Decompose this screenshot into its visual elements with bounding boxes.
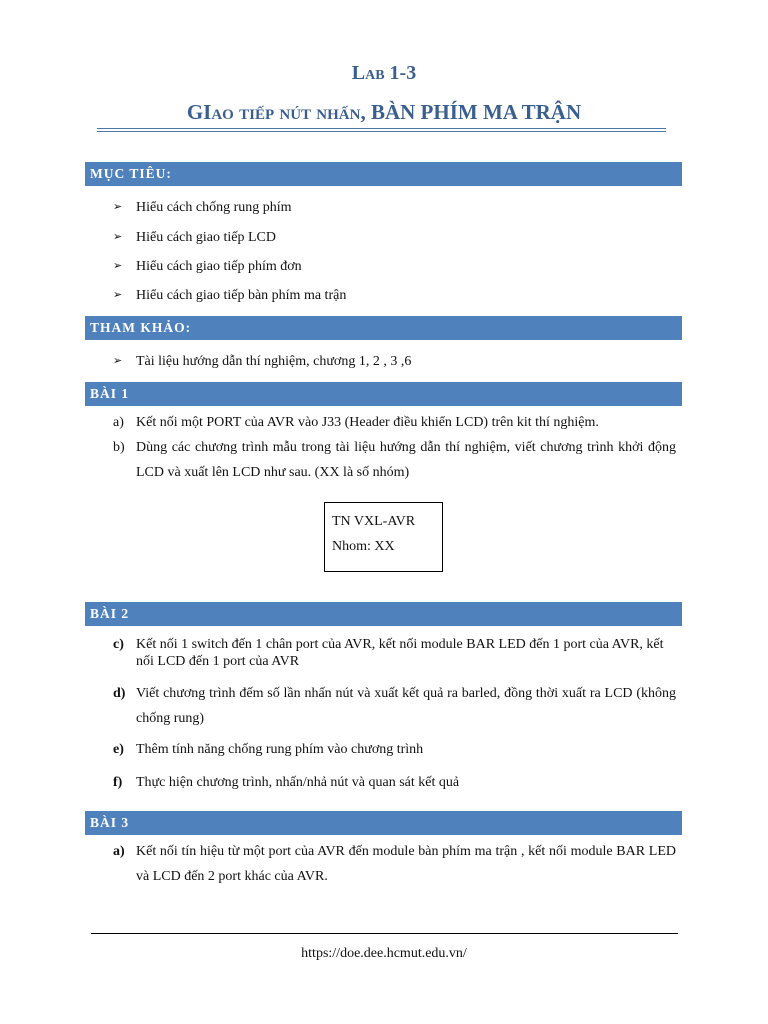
item-marker: e) xyxy=(113,742,124,757)
item-text: Thêm tính năng chống rung phím vào chương trình xyxy=(136,742,424,757)
list-item-text: Hiểu cách giao tiếp bàn phím ma trận xyxy=(136,288,347,303)
exercise-item xyxy=(113,737,676,762)
lab-subtitle: GIao tiếp nút nhấn, BÀN PHÍM MA TRẬN xyxy=(186,100,582,124)
arrowhead-bullet-icon: ➢ xyxy=(113,289,123,301)
footer-url: https://doe.dee.hcmut.edu.vn/ xyxy=(301,946,467,961)
list-item-text: Tài liệu hướng dẫn thí nghiệm, chương 1, 2 , 3 ,6 xyxy=(136,354,412,369)
title-rule-bottom xyxy=(97,131,666,132)
item-text: Kết nối 1 switch đến 1 chân port của AVR, kết nối module BAR LED đến 1 port của AVR, kết nối LCD đến 1 port của AVR xyxy=(136,637,664,669)
section-heading-bai-2: BÀI 2 xyxy=(85,602,682,626)
list-item-text: Hiểu cách giao tiếp LCD xyxy=(136,230,276,245)
arrowhead-bullet-icon: ➢ xyxy=(113,355,123,367)
lcd-display-box xyxy=(324,502,443,572)
item-marker: b) xyxy=(113,440,125,455)
item-marker: a) xyxy=(113,844,125,859)
section-heading-bai-1: BÀI 1 xyxy=(85,382,682,406)
lab-title: Lab 1-3 xyxy=(351,62,417,84)
item-marker: c) xyxy=(113,637,124,652)
item-marker: f) xyxy=(113,775,123,790)
item-text: Kết nối tín hiệu từ một port của AVR đến module bàn phím ma trận , kết nối module BAR LED và LCD đến 2 port khác của AVR. xyxy=(136,844,676,884)
item-marker: d) xyxy=(113,686,126,701)
item-text: Thực hiện chương trình, nhấn/nhả nút và quan sát kết quả xyxy=(136,775,460,790)
section-heading-bai-3: BÀI 3 xyxy=(85,811,682,835)
arrowhead-bullet-icon: ➢ xyxy=(113,231,123,243)
list-item-text: Hiểu cách giao tiếp phím đơn xyxy=(136,259,302,274)
item-marker: a) xyxy=(113,415,124,430)
exercise-item xyxy=(113,410,676,435)
exercise-item xyxy=(113,681,676,731)
exercise-item xyxy=(113,770,676,795)
title-rule-top xyxy=(97,128,666,129)
lcd-line-2: Nhom: XX xyxy=(332,539,395,554)
list-item-text: Hiểu cách chống rung phím xyxy=(136,200,292,215)
item-text: Kết nối một PORT của AVR vào J33 (Header điều khiển LCD) trên kit thí nghiệm. xyxy=(136,415,599,430)
exercise-item xyxy=(113,839,676,889)
item-text: Viết chương trình đếm số lần nhấn nút và xuất kết quả ra barled, đồng thời xuất ra LCD (không chống rung) xyxy=(136,686,676,726)
exercise-item xyxy=(113,636,676,670)
arrowhead-bullet-icon: ➢ xyxy=(113,260,123,272)
footer-rule xyxy=(91,933,678,934)
lcd-line-1: TN VXL-AVR xyxy=(332,514,416,529)
section-heading-tham-khao: THAM KHẢO: xyxy=(85,316,682,340)
arrowhead-bullet-icon: ➢ xyxy=(113,201,123,213)
section-heading-muc-tieu: MỤC TIÊU: xyxy=(85,162,682,186)
item-text: Dùng các chương trình mẫu trong tài liệu hướng dẫn thí nghiệm, viết chương trình khởi động LCD và xuất lên LCD như sau. (XX là số nhóm) xyxy=(136,440,676,480)
exercise-item xyxy=(113,435,676,485)
